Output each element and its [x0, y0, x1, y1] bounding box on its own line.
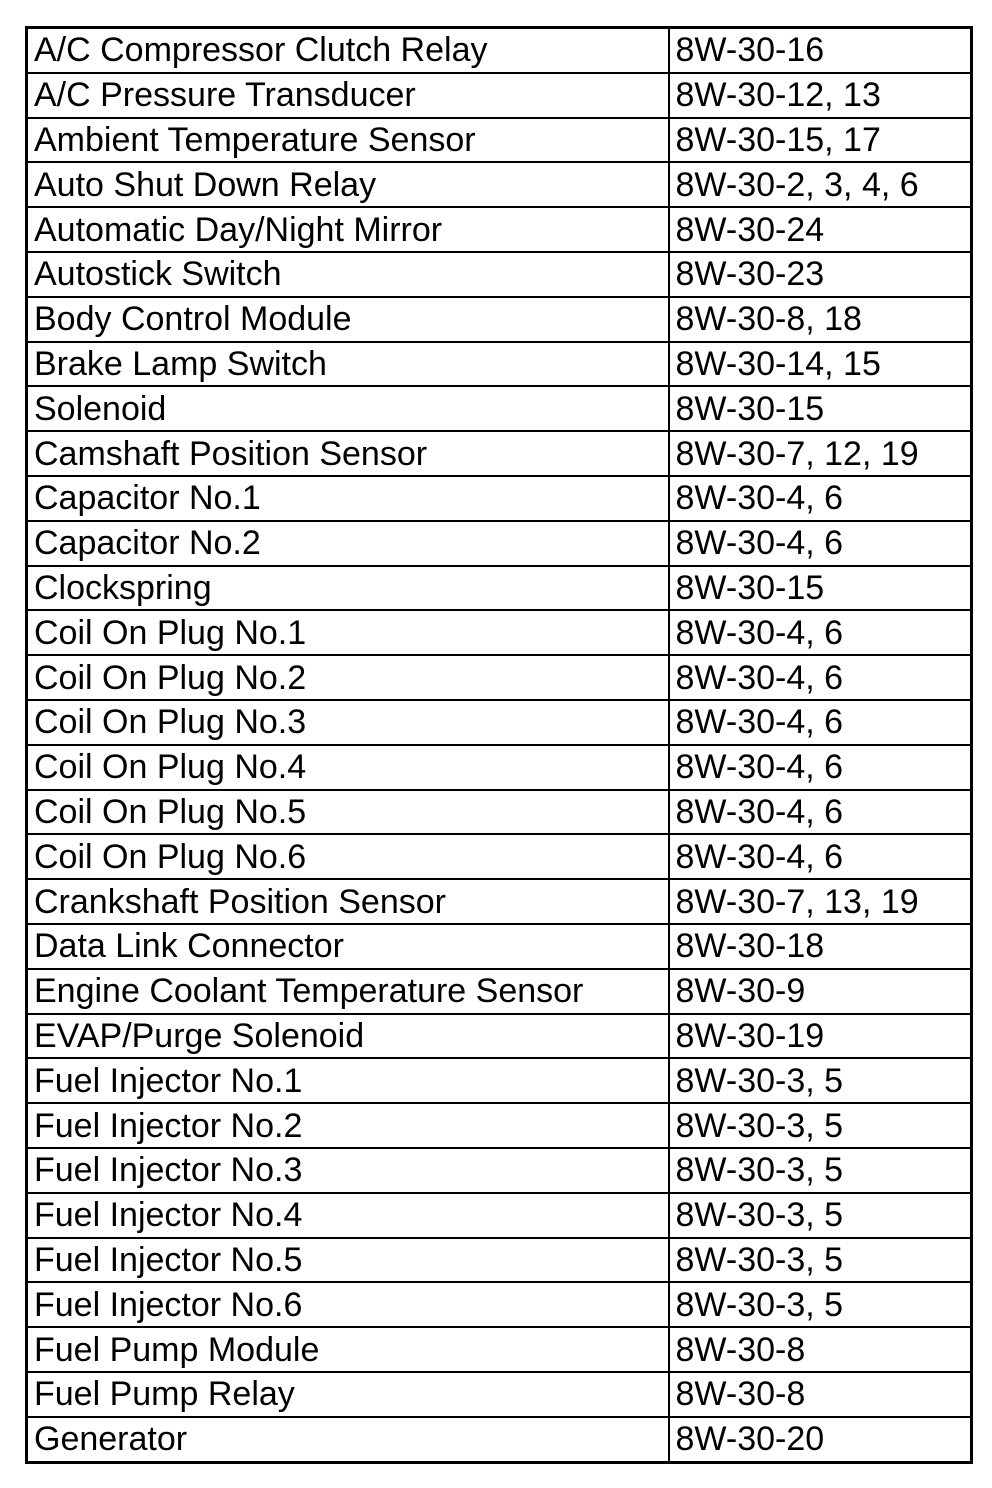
- table-row: [27, 28, 972, 73]
- figure-cell: 8W-30-19: [669, 1014, 972, 1059]
- table-row: [27, 1058, 972, 1103]
- figure-cell: 8W-30-4, 6: [669, 610, 972, 655]
- table-row: [27, 790, 972, 835]
- figure-cell: 8W-30-16: [669, 28, 972, 73]
- figure-cell: 8W-30-4, 6: [669, 655, 972, 700]
- component-cell: Fuel Pump Module: [27, 1327, 669, 1372]
- figure-cell: 8W-30-15: [669, 386, 972, 431]
- figure-cell: 8W-30-3, 5: [669, 1058, 972, 1103]
- table-row: [27, 1372, 972, 1417]
- component-cell: A/C Pressure Transducer: [27, 73, 669, 118]
- figure-cell: 8W-30-4, 6: [669, 476, 972, 521]
- table-row: [27, 118, 972, 163]
- table-row: [27, 1103, 972, 1148]
- figure-cell: 8W-30-4, 6: [669, 700, 972, 745]
- table-row: [27, 924, 972, 969]
- component-cell: Crankshaft Position Sensor: [27, 879, 669, 924]
- table-row: [27, 162, 972, 207]
- component-cell: Fuel Injector No.4: [27, 1193, 669, 1238]
- component-cell: Autostick Switch: [27, 252, 669, 297]
- table-row: [27, 476, 972, 521]
- component-cell: Generator: [27, 1417, 669, 1462]
- component-cell: Fuel Injector No.1: [27, 1058, 669, 1103]
- component-cell: Coil On Plug No.3: [27, 700, 669, 745]
- table-row: [27, 700, 972, 745]
- component-cell: Coil On Plug No.5: [27, 790, 669, 835]
- table-row: [27, 252, 972, 297]
- figure-cell: 8W-30-15, 17: [669, 118, 972, 163]
- component-cell: Clockspring: [27, 566, 669, 611]
- figure-cell: 8W-30-8, 18: [669, 297, 972, 342]
- table-row: [27, 521, 972, 566]
- component-cell: Ambient Temperature Sensor: [27, 118, 669, 163]
- table-row: [27, 879, 972, 924]
- figure-cell: 8W-30-3, 5: [669, 1148, 972, 1193]
- figure-cell: 8W-30-4, 6: [669, 790, 972, 835]
- table-row: [27, 1282, 972, 1327]
- figure-cell: 8W-30-3, 5: [669, 1282, 972, 1327]
- figure-cell: 8W-30-8: [669, 1327, 972, 1372]
- figure-cell: 8W-30-15: [669, 566, 972, 611]
- component-cell: Coil On Plug No.6: [27, 834, 669, 879]
- figure-cell: 8W-30-7, 13, 19: [669, 879, 972, 924]
- component-index-table: [25, 26, 973, 1464]
- table-row: [27, 431, 972, 476]
- table-row: [27, 610, 972, 655]
- table-row: [27, 1148, 972, 1193]
- component-cell: Camshaft Position Sensor: [27, 431, 669, 476]
- figure-cell: 8W-30-24: [669, 207, 972, 252]
- component-cell: Coil On Plug No.2: [27, 655, 669, 700]
- figure-cell: 8W-30-3, 5: [669, 1103, 972, 1148]
- table-row: [27, 1327, 972, 1372]
- figure-cell: 8W-30-18: [669, 924, 972, 969]
- component-cell: Capacitor No.2: [27, 521, 669, 566]
- figure-cell: 8W-30-12, 13: [669, 73, 972, 118]
- figure-cell: 8W-30-4, 6: [669, 521, 972, 566]
- component-cell: Solenoid: [27, 386, 669, 431]
- component-cell: A/C Compressor Clutch Relay: [27, 28, 669, 73]
- component-cell: Capacitor No.1: [27, 476, 669, 521]
- component-cell: Coil On Plug No.1: [27, 610, 669, 655]
- figure-cell: 8W-30-20: [669, 1417, 972, 1462]
- table-row: [27, 1193, 972, 1238]
- component-cell: Engine Coolant Temperature Sensor: [27, 969, 669, 1014]
- figure-cell: 8W-30-4, 6: [669, 834, 972, 879]
- table-row: [27, 566, 972, 611]
- component-cell: Data Link Connector: [27, 924, 669, 969]
- figure-cell: 8W-30-14, 15: [669, 342, 972, 387]
- figure-cell: 8W-30-4, 6: [669, 745, 972, 790]
- component-cell: Auto Shut Down Relay: [27, 162, 669, 207]
- figure-cell: 8W-30-3, 5: [669, 1238, 972, 1283]
- component-cell: Fuel Injector No.6: [27, 1282, 669, 1327]
- figure-cell: 8W-30-3, 5: [669, 1193, 972, 1238]
- table-row: [27, 386, 972, 431]
- table-row: [27, 655, 972, 700]
- component-cell: Coil On Plug No.4: [27, 745, 669, 790]
- table-row: [27, 207, 972, 252]
- component-cell: Fuel Injector No.2: [27, 1103, 669, 1148]
- table-row: [27, 1238, 972, 1283]
- table-body: [27, 28, 972, 1463]
- figure-cell: 8W-30-23: [669, 252, 972, 297]
- figure-cell: 8W-30-8: [669, 1372, 972, 1417]
- figure-cell: 8W-30-9: [669, 969, 972, 1014]
- table-row: [27, 297, 972, 342]
- component-cell: Fuel Injector No.3: [27, 1148, 669, 1193]
- figure-cell: 8W-30-7, 12, 19: [669, 431, 972, 476]
- component-cell: Body Control Module: [27, 297, 669, 342]
- component-cell: Fuel Pump Relay: [27, 1372, 669, 1417]
- table-row: [27, 745, 972, 790]
- table-row: [27, 969, 972, 1014]
- table-row: [27, 73, 972, 118]
- table-row: [27, 1417, 972, 1462]
- component-cell: Automatic Day/Night Mirror: [27, 207, 669, 252]
- component-cell: Fuel Injector No.5: [27, 1238, 669, 1283]
- table-row: [27, 1014, 972, 1059]
- figure-cell: 8W-30-2, 3, 4, 6: [669, 162, 972, 207]
- table-row: [27, 834, 972, 879]
- component-cell: EVAP/Purge Solenoid: [27, 1014, 669, 1059]
- table-row: [27, 342, 972, 387]
- component-cell: Brake Lamp Switch: [27, 342, 669, 387]
